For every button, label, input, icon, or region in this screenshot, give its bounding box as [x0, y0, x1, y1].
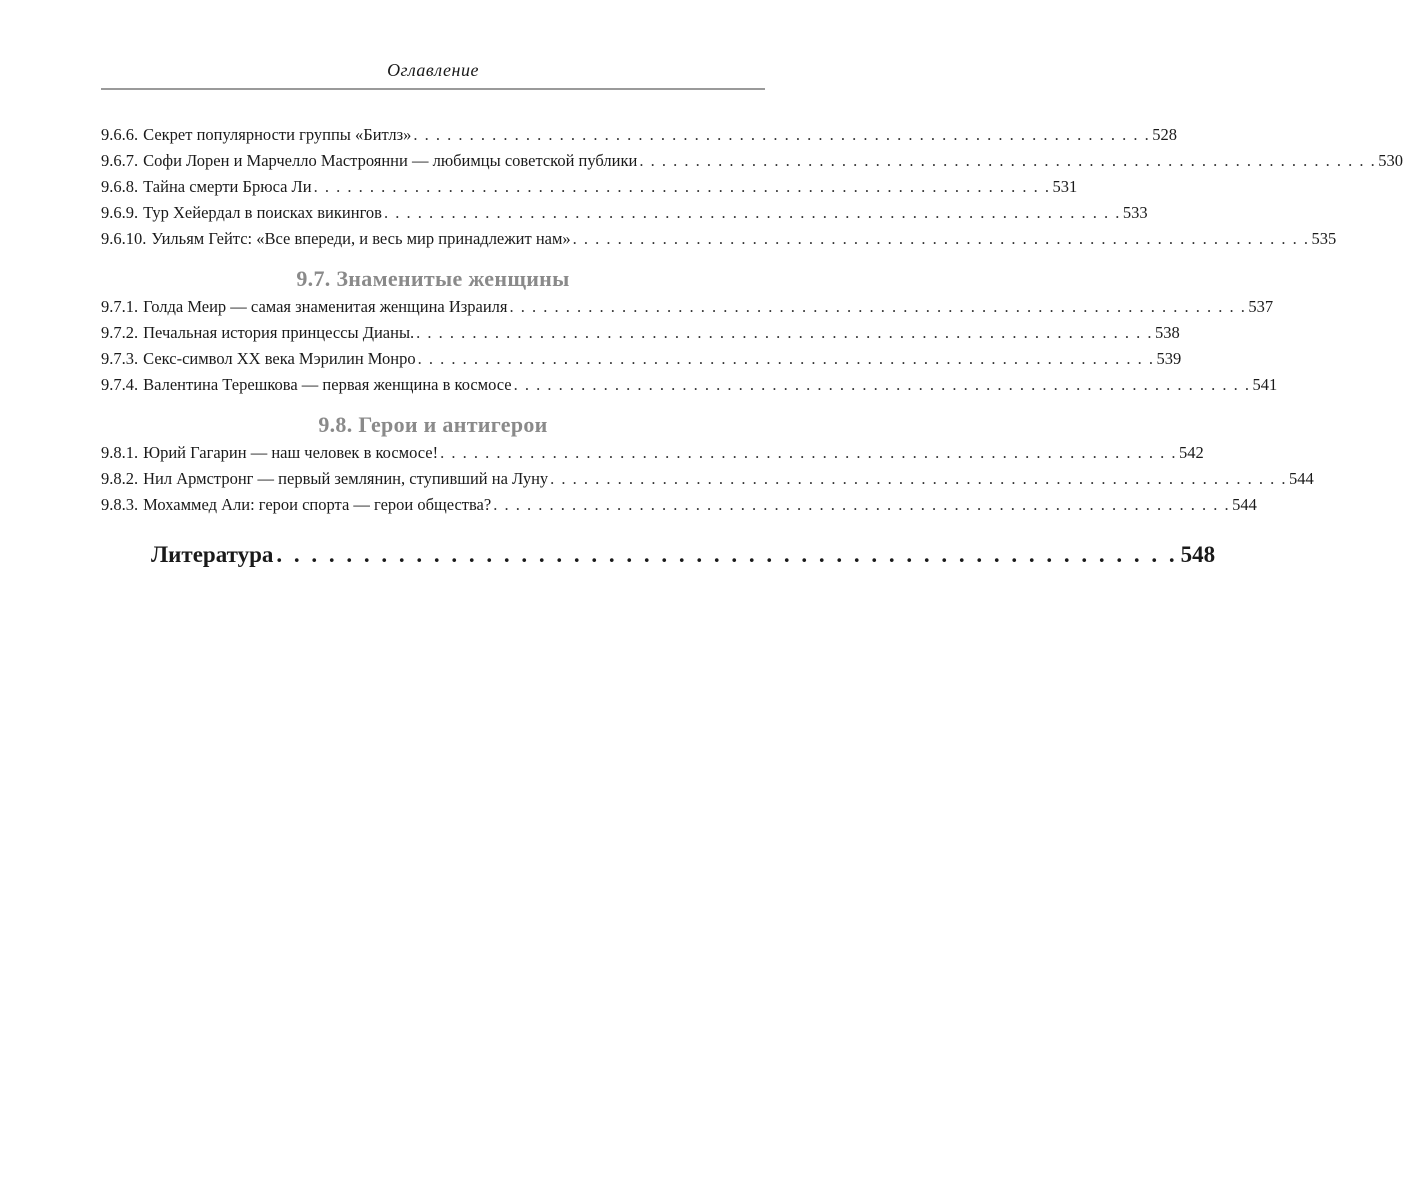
- toc-entry[interactable]: [101, 200, 1148, 226]
- toc-entry[interactable]: [101, 492, 1257, 518]
- entry-page: 530: [1378, 151, 1403, 170]
- literature-title: Литература: [151, 542, 274, 567]
- toc-entry[interactable]: [101, 440, 1204, 466]
- running-header-title: Оглавление: [387, 60, 479, 80]
- entry-number: 9.6.9.: [101, 203, 139, 222]
- entry-page: 539: [1156, 349, 1182, 368]
- entry-title: Голда Меир — самая знаменитая женщина Израиля: [143, 297, 508, 316]
- dot-leader: . . . . . . . . . . . . . . . . . . . . . . . . . . . . . . . . . . . . . . . . . . . . . . . . . . . . . . . . . . . . . . . . . .: [550, 469, 1288, 488]
- entry-title: Печальная история принцессы Дианы.: [143, 323, 415, 342]
- entry-title: Валентина Терешкова — первая женщина в космосе: [143, 375, 512, 394]
- entry-number: 9.7.2.: [101, 323, 139, 342]
- toc-entry[interactable]: [101, 174, 1078, 200]
- dot-leader: . . . . . . . . . . . . . . . . . . . . . . . . . . . . . . . . . . . . . . . . . . . . . . . . . . . . . . . . . . . . . . . . . .: [417, 349, 1155, 368]
- entry-number: 9.6.6.: [101, 125, 139, 144]
- table-of-contents: [101, 122, 1403, 570]
- section-heading[interactable]: [101, 410, 765, 440]
- toc-entry[interactable]: [101, 372, 1278, 398]
- entry-page: 538: [1155, 323, 1180, 342]
- literature-page: 548: [1180, 542, 1216, 567]
- entry-number: 9.7.4.: [101, 375, 139, 394]
- toc-entry[interactable]: [101, 320, 1180, 346]
- dot-leader: . . . . . . . . . . . . . . . . . . . . . . . . . . . . . . . . . . . . . . . . . . . . . . . . . . . . . . . . . . . . . . . . . .: [639, 151, 1377, 170]
- entry-page: 544: [1289, 469, 1314, 488]
- toc-entry-literature[interactable]: [101, 540, 1216, 570]
- entry-title: Нил Армстронг — первый землянин, ступивший на Луну: [143, 469, 549, 488]
- toc-entry[interactable]: [101, 346, 1182, 372]
- section-title: Герои и антигерои: [358, 412, 548, 437]
- dot-leader: . . . . . . . . . . . . . . . . . . . . . . . . . . . . . . . . . . . . . . . . . . . . . . . . . . . . . . . . . . . . . . . . . .: [509, 297, 1247, 316]
- entry-number: 9.7.1.: [101, 297, 139, 316]
- section-title: Знаменитые женщины: [336, 266, 570, 291]
- toc-entry[interactable]: [101, 226, 1337, 252]
- entry-number: 9.8.3.: [101, 495, 139, 514]
- toc-entry[interactable]: [101, 148, 1403, 174]
- entry-page: 528: [1152, 125, 1177, 144]
- dot-leader: . . . . . . . . . . . . . . . . . . . . . . . . . . . . . . . . . . . . . . . . . . . . . . . . . . . . . . . . . . . . . . . . . .: [313, 177, 1051, 196]
- entry-title: Мохаммед Али: герои спорта — герои общества?: [143, 495, 492, 514]
- section-heading[interactable]: [101, 264, 765, 294]
- dot-leader: . . . . . . . . . . . . . . . . . . . . . . . . . . . . . . . . . . . . . . . . . . . . . . . . . . . . . . . . . . . . . . . . . .: [383, 203, 1121, 222]
- entry-title: Тайна смерти Брюса Ли: [143, 177, 312, 196]
- dot-leader: . . . . . . . . . . . . . . . . . . . . . . . . . . . . . . . . . . . . . . . . . . . . . . . . . . . . . . . . . . . . . . . . . .: [440, 443, 1177, 462]
- entry-page: 544: [1232, 495, 1257, 514]
- dot-leader: . . . . . . . . . . . . . . . . . . . . . . . . . . . . . . . . . . . . . . . . . . . . . . . . . . . . . . . . . . . . . . . . . .: [572, 229, 1310, 248]
- toc-entry[interactable]: [101, 466, 1314, 492]
- entry-number: 9.6.10.: [101, 229, 147, 248]
- toc-entry[interactable]: [101, 122, 1177, 148]
- header-rule: [101, 88, 765, 90]
- entry-number: 9.6.7.: [101, 151, 139, 170]
- section-number: 9.7.: [296, 266, 331, 291]
- dot-leader: . . . . . . . . . . . . . . . . . . . . . . . . . . . . . . . . . . . . . . . . . . . . . . . . . . . . . . . . . . . . . . . . . .: [413, 125, 1151, 144]
- entry-number: 9.6.8.: [101, 177, 139, 196]
- section-number: 9.8.: [318, 412, 353, 437]
- entry-page: 535: [1311, 229, 1337, 248]
- entry-title: Секрет популярности группы «Битлз»: [143, 125, 412, 144]
- entry-page: 541: [1252, 375, 1278, 394]
- entry-title: Юрий Гагарин — наш человек в космосе!: [143, 443, 439, 462]
- entry-number: 9.8.1.: [101, 443, 139, 462]
- entry-page: 533: [1122, 203, 1148, 222]
- dot-leader: . . . . . . . . . . . . . . . . . . . . . . . . . . . . . . . . . . . . . . . . . . . . . . . . . . . .: [276, 542, 1178, 567]
- entry-title: Уильям Гейтс: «Все впереди, и весь мир принадлежит нам»: [151, 229, 571, 248]
- entry-number: 9.7.3.: [101, 349, 139, 368]
- entry-number: 9.8.2.: [101, 469, 139, 488]
- entry-page: 542: [1178, 443, 1204, 462]
- entry-title: Софи Лорен и Марчелло Мастроянни — любимцы советской публики: [143, 151, 638, 170]
- entry-title: Тур Хейердал в поисках викингов: [143, 203, 382, 222]
- entry-page: 537: [1248, 297, 1274, 316]
- entry-page: 531: [1052, 177, 1078, 196]
- dot-leader: . . . . . . . . . . . . . . . . . . . . . . . . . . . . . . . . . . . . . . . . . . . . . . . . . . . . . . . . . . . . . . . . . .: [513, 375, 1251, 394]
- toc-entry[interactable]: [101, 294, 1274, 320]
- dot-leader: . . . . . . . . . . . . . . . . . . . . . . . . . . . . . . . . . . . . . . . . . . . . . . . . . . . . . . . . . . . . . . . . . .: [493, 495, 1231, 514]
- dot-leader: . . . . . . . . . . . . . . . . . . . . . . . . . . . . . . . . . . . . . . . . . . . . . . . . . . . . . . . . . . . . . . . . . .: [416, 323, 1154, 342]
- entry-title: Секс-символ XX века Мэрилин Монро: [143, 349, 416, 368]
